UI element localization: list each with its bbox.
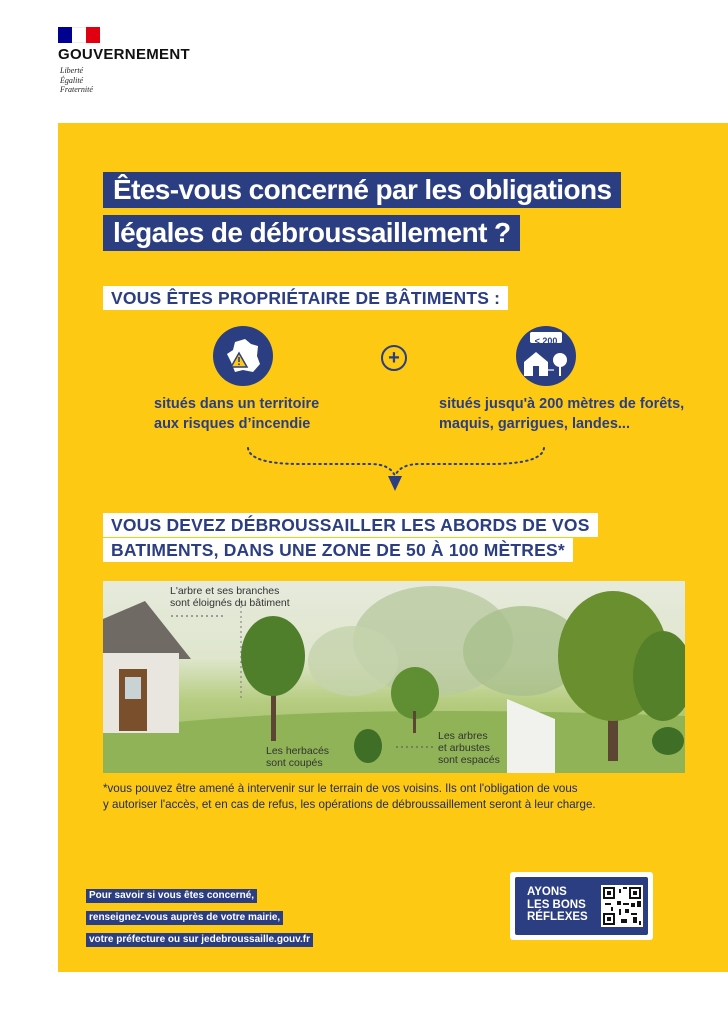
republic-motto: Liberté Égalité Fraternité bbox=[60, 66, 93, 94]
good-reflexes-badge: AYONS LES BONS RÉFLEXES bbox=[510, 872, 653, 940]
house-near-forest-icon bbox=[516, 326, 576, 386]
distance-badge: < 200 m bbox=[534, 336, 558, 356]
brush-clearing-illustration bbox=[103, 581, 685, 773]
label-tree-branches: L'arbre et ses branches sont éloignés du bâtiment bbox=[170, 585, 290, 609]
label-herbaceous: Les herbacés sont coupés bbox=[266, 745, 330, 769]
owner-heading: VOUS ÊTES PROPRIÉTAIRE DE BÂTIMENTS : bbox=[103, 286, 508, 310]
neighbor-footnote: *vous pouvez être amené à intervenir sur le terrain de vos voisins. Ils ont l'obligation de vous y autoriser l'accès, et en cas de refus, les opérations de débroussaillement seront à leur charge. bbox=[103, 782, 596, 811]
info-line: Pour savoir si vous êtes concerné, bbox=[86, 889, 257, 903]
government-name: GOUVERNEMENT bbox=[58, 46, 190, 63]
label-spaced-trees: Les arbres et arbustes sont espacés bbox=[438, 730, 500, 766]
dotted-arrow-icon bbox=[240, 444, 560, 496]
condition-fire-risk-territory: situés dans un territoire aux risques d’incendie bbox=[154, 396, 320, 432]
france-fire-risk-icon bbox=[213, 326, 273, 386]
french-flag-icon bbox=[58, 27, 100, 43]
must-heading-line-2: BATIMENTS, DANS UNE ZONE DE 50 À 100 MÈTRES* bbox=[103, 538, 573, 562]
must-heading-line-1: VOUS DEVEZ DÉBROUSSAILLER LES ABORDS DE VOS bbox=[103, 513, 598, 537]
landscape-scene bbox=[103, 581, 685, 773]
plus-icon: + bbox=[381, 345, 407, 371]
info-line: votre préfecture ou sur jedebroussaille.gouv.fr bbox=[86, 933, 313, 947]
info-block bbox=[86, 885, 313, 951]
condition-near-forest: situés jusqu'à 200 mètres de forêts, maquis, garrigues, landes... bbox=[439, 396, 685, 432]
info-line: renseignez-vous auprès de votre mairie, bbox=[86, 911, 283, 925]
poster-title-line-1: Êtes-vous concerné par les obligations bbox=[103, 172, 621, 208]
poster-title-line-2: légales de débroussaillement ? bbox=[103, 215, 520, 251]
qr-code-icon[interactable] bbox=[601, 885, 643, 927]
